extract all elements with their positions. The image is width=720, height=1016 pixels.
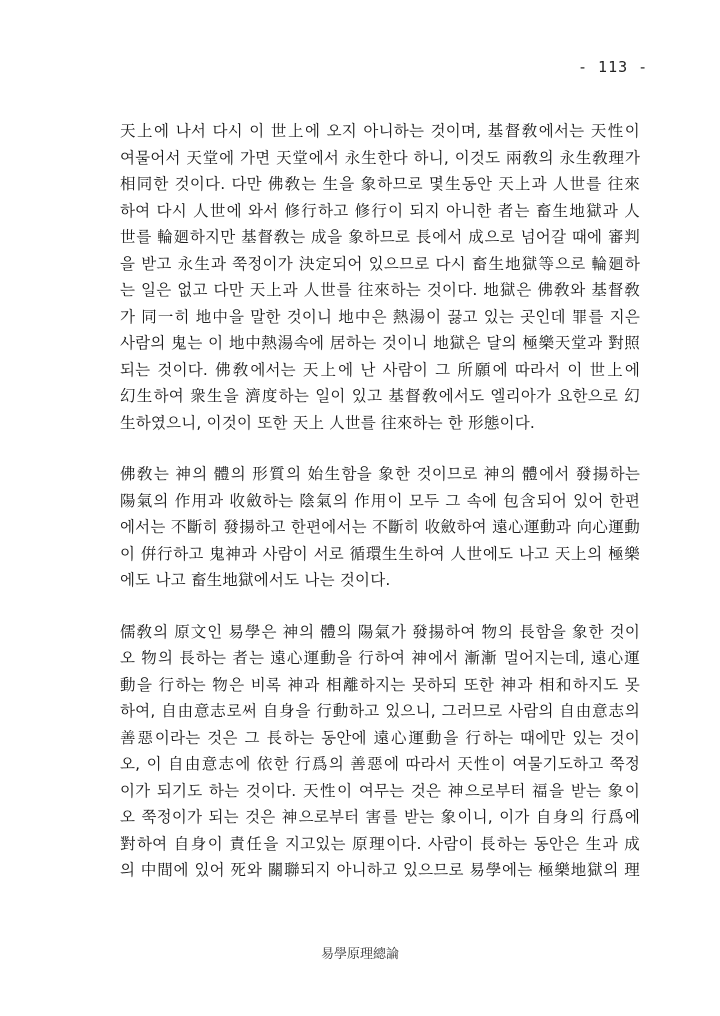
- text-line: 善惡이라는 것은 그 長하는 동안에 遠心運動을 行하는 때에만 있는 것이: [120, 728, 640, 747]
- paragraph-1: [120, 118, 640, 436]
- text-line: 되는 것이다. 佛敎에서는 天上에 난 사람이 그 所願에 따라서 이 世上에: [120, 360, 640, 379]
- text-line: 佛敎는 神의 體의 形質의 始生함을 象한 것이므로 神의 體에서 發揚하는: [120, 465, 640, 483]
- text-line: 는 일은 없고 다만 天上과 人世를 往來하는 것이다. 地獄은 佛敎와 基督敎: [120, 281, 640, 299]
- text-line: 陽氣의 作用과 收斂하는 陰氣의 作用이 모두 그 속에 包含되어 있어 한편: [120, 491, 640, 510]
- text-line: 이가 되기도 하는 것이다. 天性이 여무는 것은 神으로부터 福을 받는 象이: [120, 781, 640, 800]
- text-line: 對하여 自身이 責任을 지고있는 原理이다. 사람이 長하는 동안은 生과 成: [120, 834, 640, 853]
- text-line: 의 中間에 있어 死와 關聯되지 아니하고 있으므로 易學에는 極樂地獄의 理: [120, 861, 640, 879]
- text-line: 에서는 不斷히 發揚하고 한편에서는 不斷히 收斂하여 遠心運動과 向心運動: [120, 518, 640, 536]
- text-line: 이 倂行하고 鬼神과 사람이 서로 循環生生하여 人世에도 나고 天上의 極樂: [120, 544, 640, 563]
- body-text: [120, 118, 640, 884]
- text-line: 오, 이 自由意志에 依한 行爲의 善惡에 따라서 天性이 여물기도하고 쭉정: [120, 755, 640, 773]
- text-line: 儒敎의 原文인 易學은 神의 體의 陽氣가 發揚하여 物의 長함을 象한 것이: [120, 622, 640, 641]
- text-line: 幻生하여 衆生을 濟度하는 일이 있고 基督敎에서도 엘리아가 요한으로 幻: [120, 387, 640, 405]
- text-line: 오 쭉정이가 되는 것은 神으로부터 害를 받는 象이니, 이가 自身의 行爲에: [120, 808, 640, 826]
- paragraph-2: [120, 461, 640, 594]
- text-line: 相同한 것이다. 다만 佛敎는 生을 象하므로 몇生동안 天上과 人世를 往來: [120, 175, 640, 193]
- text-line: 天上에 나서 다시 이 世上에 오지 아니하는 것이며, 基督敎에서는 天性이: [120, 122, 640, 140]
- text-line: 가 同一히 地中을 말한 것이니 地中은 熱湯이 끓고 있는 곳인데 罪를 지은: [120, 307, 640, 326]
- text-line: 여물어서 天堂에 가면 天堂에서 永生한다 하니, 이것도 兩敎의 永生敎理가: [120, 148, 640, 167]
- text-line: 動을 行하는 物은 비록 神과 相離하지는 못하되 또한 神과 相和하지도 못: [120, 675, 640, 694]
- paragraph-3: [120, 619, 640, 884]
- text-line: 사람의 鬼는 이 地中熱湯속에 居하는 것이니 地獄은 달의 極樂天堂과 對照: [120, 334, 640, 352]
- text-line: 生하였으니, 이것이 또한 天上 人世를 往來하는 한 形態이다.: [120, 413, 536, 432]
- text-line: 하여 다시 人世에 와서 修行하고 修行이 되지 아니한 者는 畜生地獄과 人: [120, 201, 640, 220]
- footer-book-title: 易學原理總論: [320, 947, 399, 962]
- text-line: 에도 나고 畜生地獄에서도 나는 것이다.: [120, 571, 391, 589]
- text-line: 하여, 自由意志로써 自身을 行動하고 있으니, 그러므로 사람의 自由意志의: [120, 702, 640, 720]
- page-number: - 113 -: [578, 58, 649, 76]
- text-line: 오 物의 長하는 者는 遠心運動을 行하여 神에서 漸漸 멀어지는데, 遠心運: [120, 649, 640, 667]
- text-line: 을 받고 永生과 쭉정이가 決定되어 있으므로 다시 畜生地獄等으로 輪廻하: [120, 254, 640, 273]
- text-line: 世를 輪廻하지만 基督敎는 成을 象하므로 長에서 成으로 넘어갈 때에 審判: [120, 228, 640, 246]
